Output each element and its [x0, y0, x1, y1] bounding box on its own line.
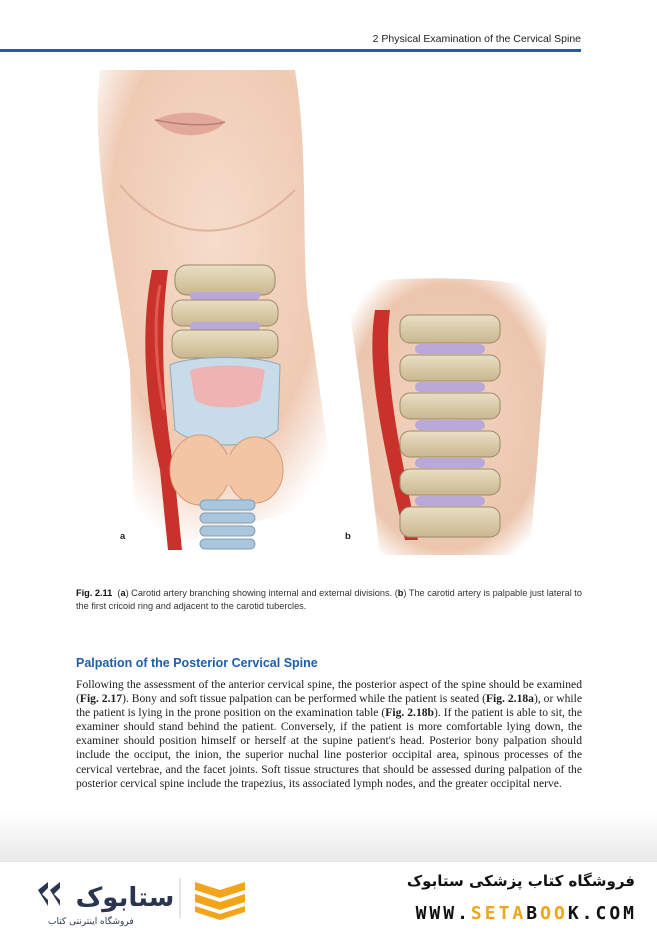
store-url [416, 903, 637, 924]
url-suffix: K.COM [567, 903, 637, 924]
fig-ref-2-17: Fig. 2.17 [79, 692, 123, 706]
running-head: 2 Physical Examination of the Cervical Spine [372, 33, 581, 45]
caption-b-marker: b [397, 588, 404, 598]
caption-a-marker: a [120, 588, 126, 598]
fig-ref-2-18b: Fig. 2.18b [385, 706, 434, 720]
body-text-4: ). If the patient is able to sit, the examiner should stand behind the patient. Conversely, if the patient is more comfortable lying down, the examiner should position himself or herself at the supine patient's head. Posterior bony palpation should include the occiput, the inion, the superior nuchal line posterior occipital area, spinous processes of the cervical vertebrae, and the facet joints. Soft tissue structures that should be assessed during palpation of the posterior cervical spine include the trapezius, its associated lymph nodes, and the greater occipital nerve. [76, 706, 582, 790]
url-highlight-1: SETA [470, 903, 527, 924]
caption-fig-number: Fig. 2.11 [76, 588, 113, 598]
panel-a-illustration [98, 70, 335, 555]
url-prefix: WWW. [415, 903, 471, 924]
body-text-1: Following the assessment of the anterior cervical spine, the posterior aspect of the spine should be examined ( [76, 678, 582, 706]
fig-ref-2-18a: Fig. 2.18a [485, 692, 534, 706]
store-name: فروشگاه کتاب پزشکی ستابوک [406, 872, 635, 890]
logo-wordmark: ستابوک [75, 883, 175, 913]
chevron-icon [38, 882, 60, 906]
panel-a-label: a [120, 531, 126, 542]
section-title: Palpation of the Posterior Cervical Spine [76, 656, 318, 670]
panel-b-illustration [345, 278, 550, 555]
book-stack-icon [195, 882, 245, 920]
body-paragraph [76, 678, 582, 791]
logo-tagline: فروشگاه اینترنتی کتاب [48, 917, 134, 927]
panel-b-label: b [345, 531, 351, 542]
anatomy-illustration [60, 70, 600, 555]
url-highlight-2: OO [540, 903, 568, 924]
caption-a-text: Carotid artery branching showing internal and external divisions. ( [128, 588, 398, 598]
header-rule [0, 49, 581, 52]
body-text-3: ), or while the patient is lying in the prone position on the examination table ( [76, 692, 582, 720]
url-mid: B [526, 903, 541, 924]
page-bottom-fade [0, 812, 657, 862]
figure-caption: Fig. 2.11 (a) Carotid artery branching showing internal and external divisions. (b) The carotid artery is palpable just lateral to the first cricoid ring and adjacent to the carotid tubercles. [76, 588, 582, 611]
figure-2-11 [60, 70, 600, 555]
caption-b-text: ) The carotid artery is palpable just lateral to the first cricoid ring and adjacent to the carotid tubercles. [76, 588, 582, 611]
body-text-2: ). Bony and soft tissue palpation can be performed while the patient is seated ( [122, 692, 486, 706]
